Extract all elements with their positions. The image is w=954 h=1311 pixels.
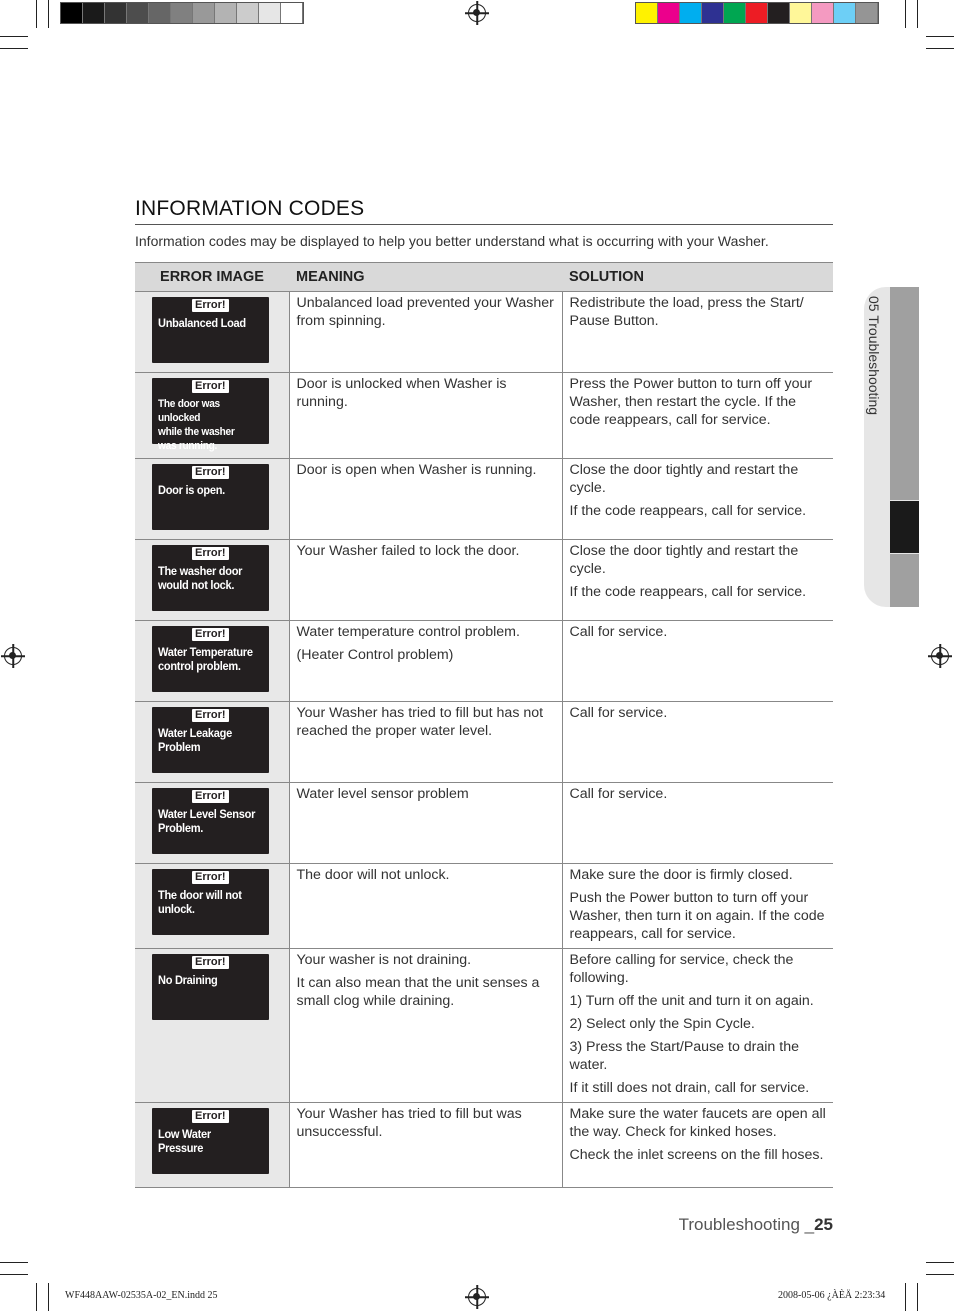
error-display-image [152,378,269,452]
page-number: 25 [814,1215,833,1234]
table-row [135,373,833,459]
error-display-message [158,973,257,987]
crop-mark [905,0,906,28]
column-header-meaning: MEANING [289,263,562,292]
display-line: Water Temperature [158,645,253,659]
color-swatch [658,3,680,23]
column-header-error-image: ERROR IMAGE [135,263,289,292]
color-swatch [105,3,127,23]
solution-text: If the code reappears, call for service. [569,584,807,600]
color-swatch [259,3,281,23]
display-line: No Draining [158,973,218,987]
error-display-image [152,707,269,773]
error-display-message [158,726,257,754]
display-line: unlock. [158,902,195,916]
color-calibration-bar [635,2,879,24]
crop-mark [36,0,37,28]
display-line: Door is open. [158,483,225,497]
solution-cell [562,1103,833,1188]
error-display-message [158,316,257,330]
error-display-image [152,545,269,611]
error-image-cell [135,292,289,373]
crop-mark [926,1274,954,1275]
table-header-row [135,263,833,292]
display-line: Problem. [158,821,204,835]
meaning-text: Your Washer has tried to fill but was unsuccessful. [296,1106,522,1140]
error-badge: Error! [192,956,229,969]
error-badge: Error! [192,790,229,803]
crop-mark [926,36,954,37]
page-title: INFORMATION CODES [135,197,365,220]
solution-cell [562,864,833,949]
title-underline [135,224,833,225]
error-display-image [152,954,269,1020]
color-swatch [746,3,768,23]
print-slug-filename: WF448AAW-02535A-02_EN.indd 25 [65,1290,218,1301]
meaning-text: Your Washer has tried to fill but has not reached the proper water level. [296,705,544,739]
error-display-image [152,464,269,530]
error-badge: Error! [192,380,229,393]
color-swatch [856,3,878,23]
meaning-cell [289,540,562,621]
side-tab-stripe [890,554,919,607]
color-swatch [636,3,658,23]
grayscale-calibration-bar [60,2,304,24]
solution-text: 2) Select only the Spin Cycle. [569,1016,755,1032]
meaning-cell [289,292,562,373]
table-row [135,949,833,1103]
error-badge: Error! [192,709,229,722]
solution-cell [562,783,833,864]
side-tab-label: 05 Troubleshooting [866,296,882,416]
table-row [135,702,833,783]
display-line: was running. [158,440,218,452]
color-swatch [149,3,171,23]
solution-text: Close the door tightly and restart the cycle. [569,543,799,577]
meaning-cell [289,783,562,864]
color-swatch [127,3,149,23]
table-row [135,540,833,621]
error-image-cell [135,949,289,1103]
color-swatch [702,3,724,23]
table-row [135,1103,833,1188]
display-line: would not lock. [158,578,235,592]
display-line: control problem. [158,659,241,673]
page-footer [679,1215,833,1235]
error-image-cell [135,540,289,621]
side-tab-stripe [890,287,919,500]
error-display-image [152,626,269,692]
meaning-text: (Heater Control problem) [296,647,454,663]
error-display-message [158,1127,257,1155]
color-swatch [215,3,237,23]
color-swatch [834,3,856,23]
meaning-text: It can also mean that the unit senses a small clog while draining. [296,975,540,1009]
solution-cell [562,540,833,621]
meaning-cell [289,459,562,540]
color-swatch [171,3,193,23]
display-line: while the washer [158,426,235,438]
error-image-cell [135,864,289,949]
color-swatch [281,3,303,23]
meaning-text: Water level sensor problem [296,786,469,802]
color-swatch [193,3,215,23]
table-row [135,783,833,864]
error-image-cell [135,702,289,783]
meaning-text: The door will not unlock. [296,867,450,883]
color-swatch [790,3,812,23]
registration-mark-icon [468,1288,486,1306]
information-codes-table [135,262,833,1188]
error-image-cell [135,1103,289,1188]
crop-mark [917,1283,918,1311]
solution-text: Call for service. [569,786,668,802]
error-display-message [158,397,257,453]
solution-text: Check the inlet screens on the fill hoses. [569,1147,824,1163]
meaning-text: Door is unlocked when Washer is running. [296,376,507,410]
error-display-message [158,564,257,592]
meaning-cell [289,702,562,783]
meaning-cell [289,949,562,1103]
print-slug-timestamp: 2008-05-06 ¿ÀÈÄ 2:23:34 [778,1290,886,1301]
solution-text: 1) Turn off the unit and turn it on again. [569,993,814,1009]
solution-cell [562,292,833,373]
error-image-cell [135,373,289,459]
table-row [135,864,833,949]
crop-mark [0,48,28,49]
crop-mark [48,1283,49,1311]
solution-cell [562,459,833,540]
meaning-text: Your Washer failed to lock the door. [296,543,520,559]
crop-mark [0,36,28,37]
error-badge: Error! [192,1110,229,1123]
crop-mark [905,1283,906,1311]
solution-text: Call for service. [569,705,668,721]
error-display-message [158,645,257,673]
table-row [135,459,833,540]
solution-text: Call for service. [569,624,668,640]
error-display-message [158,807,257,835]
solution-text: Make sure the door is firmly closed. [569,867,793,883]
table-row [135,292,833,373]
solution-text: Push the Power button to turn off your Washer, then turn it on again. If the code reappears, call for service. [569,890,825,942]
solution-text: Before calling for service, check the following. [569,952,794,986]
meaning-text: Unbalanced load prevented your Washer from spinning. [296,295,554,329]
display-line: The door will not [158,888,242,902]
crop-mark [926,48,954,49]
error-badge: Error! [192,628,229,641]
error-badge: Error! [192,871,229,884]
display-line: Problem [158,740,201,754]
crop-mark [0,1274,28,1275]
error-display-image [152,297,269,363]
solution-text: If it still does not drain, call for service. [569,1080,810,1096]
registration-mark-icon [4,647,22,665]
solution-cell [562,373,833,459]
meaning-text: Your washer is not draining. [296,952,472,968]
error-display-message [158,483,257,497]
error-badge: Error! [192,466,229,479]
meaning-text: Water temperature control problem. [296,624,520,640]
display-line: Water Leakage [158,726,232,740]
solution-text: If the code reappears, call for service. [569,503,807,519]
error-display-image [152,869,269,935]
color-swatch [83,3,105,23]
error-display-image [152,1108,269,1174]
display-line: The door was unlocked [158,398,220,424]
color-swatch [680,3,702,23]
error-badge: Error! [192,547,229,560]
display-line: The washer door [158,564,243,578]
crop-mark [917,0,918,28]
crop-mark [0,1262,28,1263]
table-row [135,621,833,702]
solution-text: 3) Press the Start/Pause to drain the water. [569,1039,799,1073]
error-badge: Error! [192,299,229,312]
error-image-cell [135,621,289,702]
solution-text: Close the door tightly and restart the cycle. [569,462,799,496]
side-tab-active-marker [890,501,919,553]
registration-mark-icon [468,4,486,22]
error-image-cell [135,459,289,540]
color-swatch [768,3,790,23]
display-line: Unbalanced Load [158,316,246,330]
crop-mark [926,1262,954,1263]
color-swatch [724,3,746,23]
registration-mark-icon [931,647,949,665]
meaning-cell [289,1103,562,1188]
footer-section: Troubleshooting _ [678,1215,815,1234]
error-image-cell [135,783,289,864]
solution-text: Redistribute the load, press the Start/ Pause Button. [569,295,804,329]
intro-text: Information codes may be displayed to help you better understand what is occurring with your Washer. [135,233,769,249]
crop-mark [36,1283,37,1311]
solution-cell [562,702,833,783]
meaning-cell [289,373,562,459]
meaning-cell [289,621,562,702]
solution-text: Make sure the water faucets are open all the way. Check for kinked hoses. [569,1106,826,1140]
display-line: Water Level Sensor [158,807,256,821]
solution-cell [562,949,833,1103]
solution-cell [562,621,833,702]
color-swatch [61,3,83,23]
column-header-solution: SOLUTION [562,263,833,292]
error-display-image [152,788,269,854]
error-display-message [158,888,257,916]
meaning-text: Door is open when Washer is running. [296,462,537,478]
color-swatch [812,3,834,23]
crop-mark [48,0,49,28]
display-line: Low Water Pressure [158,1127,211,1155]
solution-text: Press the Power button to turn off your Washer, then restart the cycle. If the code reappears, call for service. [569,376,813,428]
meaning-cell [289,864,562,949]
color-swatch [237,3,259,23]
